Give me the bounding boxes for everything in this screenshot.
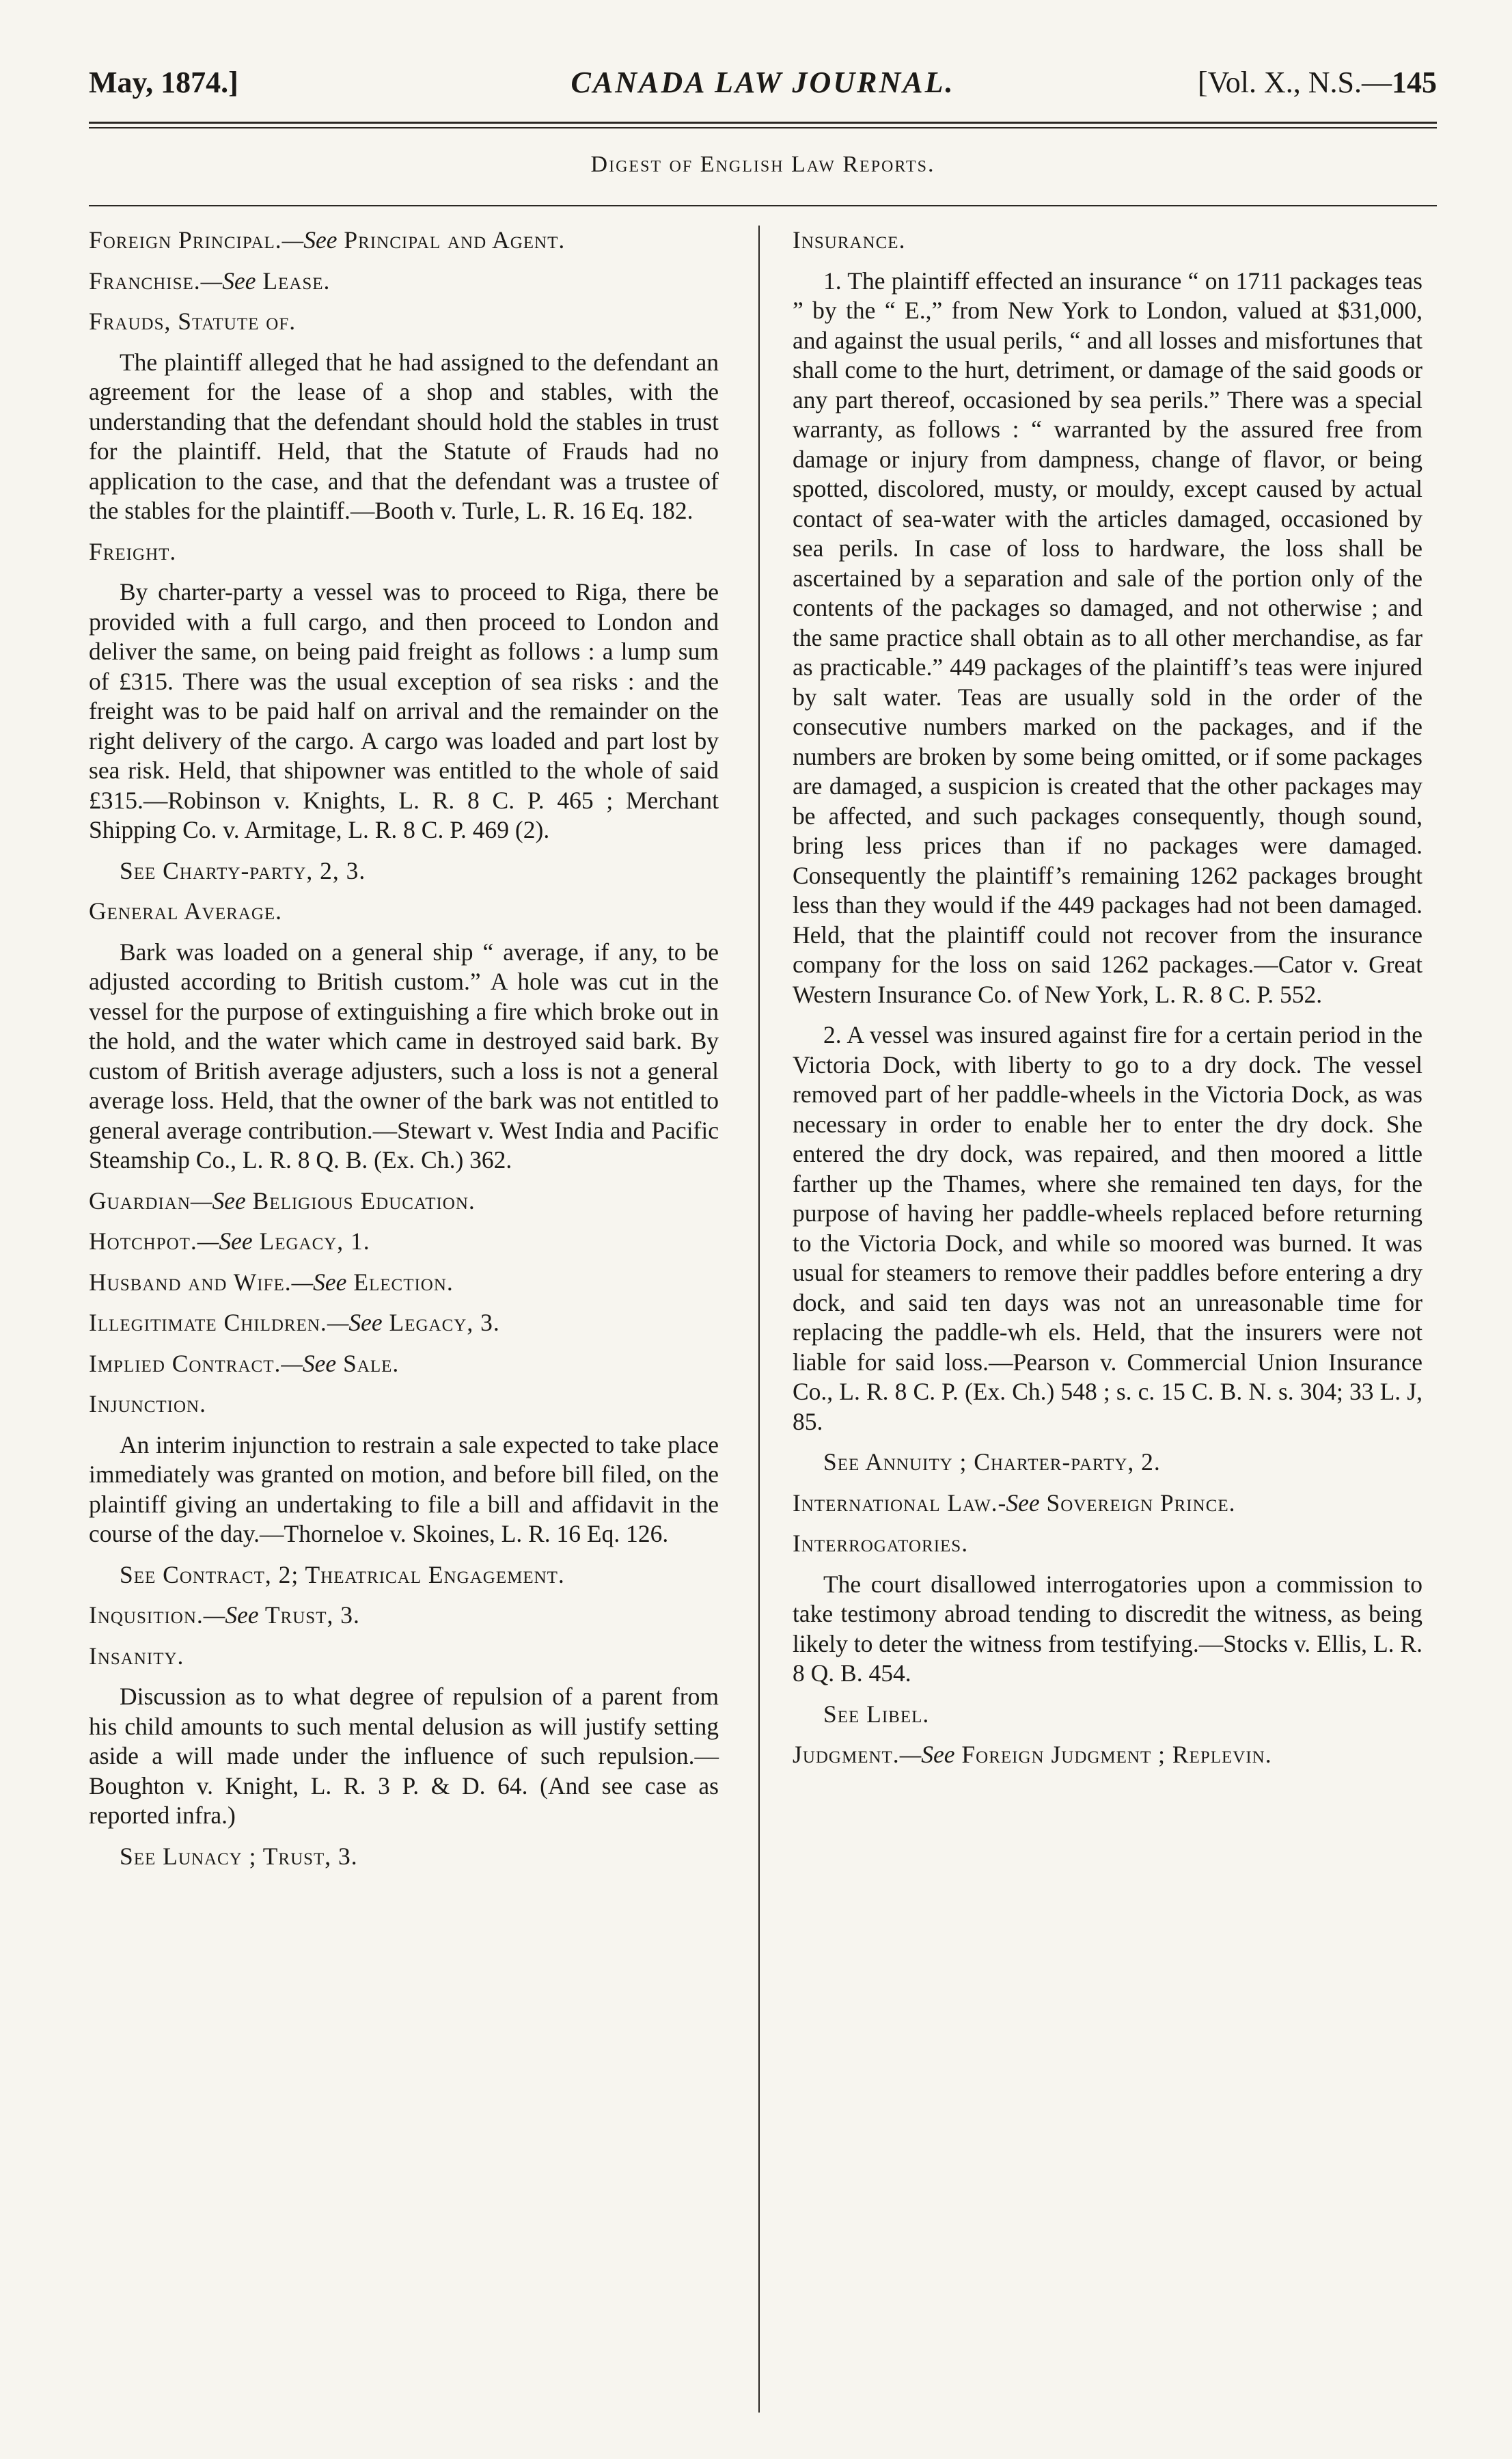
heading-term: Hotchpot. (89, 1227, 197, 1255)
see-also (89, 856, 719, 886)
see-label: —See (899, 1741, 955, 1768)
entry-heading (89, 1349, 719, 1379)
header-rule-bottom (89, 127, 1437, 128)
entry-heading (89, 1227, 719, 1257)
heading-term: Husband and Wife. (89, 1268, 292, 1296)
heading-term: Insanity. (89, 1642, 184, 1670)
entry-heading (793, 1529, 1422, 1559)
cross-reference: Election. (346, 1268, 454, 1296)
entry-heading (89, 897, 719, 927)
heading-term: Injunction. (89, 1390, 206, 1417)
heading-term: Frauds, Statute of. (89, 308, 297, 335)
case-summary: 1. The plaintiff effected an insurance “ on 1711 packages teas ” by the “ E.,” from New York to London, valued at $31,000, and against the usual perils, “ and all losses and misfortunes that shall come to the hurt, detriment, or damage of the said goods or any part thereof, occasioned by sea perils.” There was a special warranty, as follows : “ warranted by the assured free from damage or injury from dampness, change of flavor, or being spotted, discolored, musty, or mouldy, except caused by actual contact of sea-water with the articles damaged, occasioned by sea perils. In case of loss to hardware, the loss shall be ascertained by a separation and sale of the portion only of the contents of the packages so damaged, and not otherwise ; and the same practice shall obtain as to all other merchandise, as far as practicable.” 449 packages of the plaintiff’s teas were injured by salt water. Teas are usually sold in the order of the consecutive numbers marked on the packages, and if the numbers are broken by some being omitted, or if some packages are damaged, a suspicion is created that the other packages may be affected, and such packages consequently, though sound, bring less prices than if no packages were damaged. Consequently the plaintiff’s remaining 1262 packages brought less than they would if the 449 packages had not been damaged. Held, that the plaintiff could not recover from the insurance company for the loss on said 1262 packages.—Cator v. Great Western Insurance Co. of New York, L. R. 8 C. P. 552. (793, 267, 1422, 1008)
heading-term: Foreign Principal. (89, 226, 282, 254)
entry-heading (793, 226, 1422, 256)
heading-term: Insurance. (793, 226, 906, 254)
see-label: —See (203, 1601, 259, 1629)
see-label: —See (197, 1227, 253, 1255)
case-summary: 2. A vessel was insured against fire for a certain period in the Victoria Dock, with liberty to go to a dry dock. The vessel removed part of her paddle-wheels in the Victoria Dock, as was necessary in order to enable her to enter the dry dock. She entered the dry dock, was repaired, and then moored a little farther up the Thames, where she remained ten days, for the purpose of having her paddle-wheels replaced before returning to the Victoria Dock, and while so moored was burned. It was usual for steamers to remove their paddles before entering a dry dock, and said ten days was not an unreasonable time for replacing the paddle-wh els. Held, that the insurers were not liable for said loss.—Pearson v. Commercial Union Insurance Co., L. R. 8 C. P. (Ex. Ch.) 548 ; s. c. 15 C. B. N. s. 304; 33 L. J, 85. (793, 1021, 1422, 1435)
section-rule (89, 205, 1437, 206)
left-column (89, 226, 719, 1871)
heading-term: Inqusition. (89, 1601, 204, 1629)
entry-heading (89, 1389, 719, 1419)
see-also-text: See Contract, 2; Theatrical Engagement. (120, 1560, 565, 1588)
see-also (793, 1700, 1422, 1730)
see-also-text: See Libel. (823, 1700, 930, 1728)
entry-heading (89, 226, 719, 256)
heading-term: Freight. (89, 537, 177, 565)
entry-heading (89, 1308, 719, 1338)
heading-term: Judgment. (793, 1741, 900, 1768)
entry-heading (89, 1601, 719, 1631)
see-label: —See (200, 267, 256, 295)
entry-heading (89, 537, 719, 567)
volume-and-page (1198, 65, 1437, 100)
entry-heading (89, 1186, 719, 1217)
see-also-text: See Charty-party, 2, 3. (120, 856, 366, 884)
see-label: —See (327, 1309, 383, 1336)
heading-term: Implied Contract. (89, 1349, 281, 1377)
entry-heading (89, 1642, 719, 1672)
case-summary: Bark was loaded on a general ship “ average, if any, to be adjusted according to British custom.” A hole was cut in the vessel for the purpose of extinguishing a fire which broke out in the hold, and the water which came in destroyed said bark. By custom of British average adjusters, such a loss is not a general average loss. Held, that the owner of the bark was not entitled to general average contribution.—Stewart v. West India and Pacific Steamship Co., L. R. 8 Q. B. (Ex. Ch.) 362. (89, 938, 719, 1173)
entry-heading (793, 1740, 1422, 1770)
see-label: —See (291, 1268, 347, 1296)
issue-date: May, 1874.] (89, 66, 238, 99)
header-rule-top (89, 122, 1437, 124)
entry-heading (89, 267, 719, 297)
cross-reference: Beligious Education. (245, 1186, 476, 1214)
case-summary: By charter-party a vessel was to proceed to Riga, there be provided with a full cargo, and then proceed to London and deliver the same, on being paid freight as follows : a lump sum of £315. There was the usual exception of sea risks : and the freight was to be paid half on arrival and the remainder on the right delivery of the cargo. A cargo was loaded and part lost by sea risk. Held, that shipowner was entitled to the whole of said £315.—Robinson v. Knights, L. R. 8 C. P. 465 ; Merchant Shipping Co. v. Armitage, L. R. 8 C. P. 469 (2). (89, 578, 719, 843)
see-also (89, 1560, 719, 1590)
see-label: —See (281, 1349, 337, 1377)
see-also (89, 1842, 719, 1872)
entry-heading (89, 1268, 719, 1298)
heading-term: Franchise. (89, 267, 201, 295)
see-also-text: See Annuity ; Charter-party, 2. (823, 1448, 1161, 1476)
cross-reference: Trust, 3. (258, 1601, 360, 1629)
cross-reference: Legacy, 1. (252, 1227, 370, 1255)
case-summary: The plaintiff alleged that he had assigned to the defendant an agreement for the lease of a shop and stables, with the understanding that the defendant should hold the stables in trust for the plaintiff. Held, that the Statute of Frauds had no application to the case, and that the defendant was a trustee of the stables for the plaintiff.—Booth v. Turle, L. R. 16 Eq. 182. (89, 348, 719, 524)
cross-reference: Lease. (256, 267, 331, 295)
see-also-text: See Lunacy ; Trust, 3. (120, 1842, 358, 1870)
cross-reference: Foreign Judgment ; Replevin. (954, 1741, 1272, 1768)
column-divider (758, 226, 760, 2413)
digest-columns (89, 226, 1437, 2432)
right-column (793, 226, 1422, 1770)
cross-reference: Sale. (336, 1349, 400, 1377)
entry-heading (793, 1489, 1422, 1519)
heading-term: International Law. (793, 1489, 998, 1517)
heading-term: Guardian (89, 1186, 191, 1214)
case-summary: Discussion as to what degree of repulsion of a parent from his child amounts to such mental delusion as will justify setting aside a will made under the influence of such repulsion.—Boughton v. Knight, L. R. 3 P. & D. 64. (And see case as reported infra.) (89, 1683, 719, 1829)
case-summary: The court disallowed interrogatories upon a commission to take testimony abroad tending to discredit the witness, as being likely to deter the witness from testifying.—Stocks v. Ellis, L. R. 8 Q. B. 454. (793, 1570, 1422, 1687)
see-also (793, 1448, 1422, 1478)
heading-term: Illegitimate Children. (89, 1309, 327, 1336)
heading-term: Interrogatories. (793, 1530, 969, 1557)
cross-reference: Principal and Agent. (337, 226, 566, 254)
running-head (89, 65, 1437, 106)
entry-heading (89, 307, 719, 337)
cross-reference: Sovereign Prince. (1039, 1489, 1236, 1517)
see-label: —See (190, 1186, 246, 1214)
section-title: Digest of English Law Reports. (590, 152, 935, 177)
page-number: 145 (1392, 66, 1437, 99)
volume-label: [Vol. X., N.S.— (1197, 66, 1392, 99)
journal-title: CANADA LAW JOURNAL. (571, 66, 955, 99)
see-label: —See (281, 226, 338, 254)
heading-term: General Average. (89, 897, 283, 925)
cross-reference: Legacy, 3. (382, 1309, 500, 1336)
case-summary: An interim injunction to restrain a sale expected to take place immediately was granted on motion, and before bill filed, on the plaintiff giving an undertaking to file a bill and affidavit in the course of the day.—Thorneloe v. Skoines, L. R. 16 Eq. 126. (89, 1430, 719, 1547)
see-label: -See (998, 1489, 1040, 1517)
